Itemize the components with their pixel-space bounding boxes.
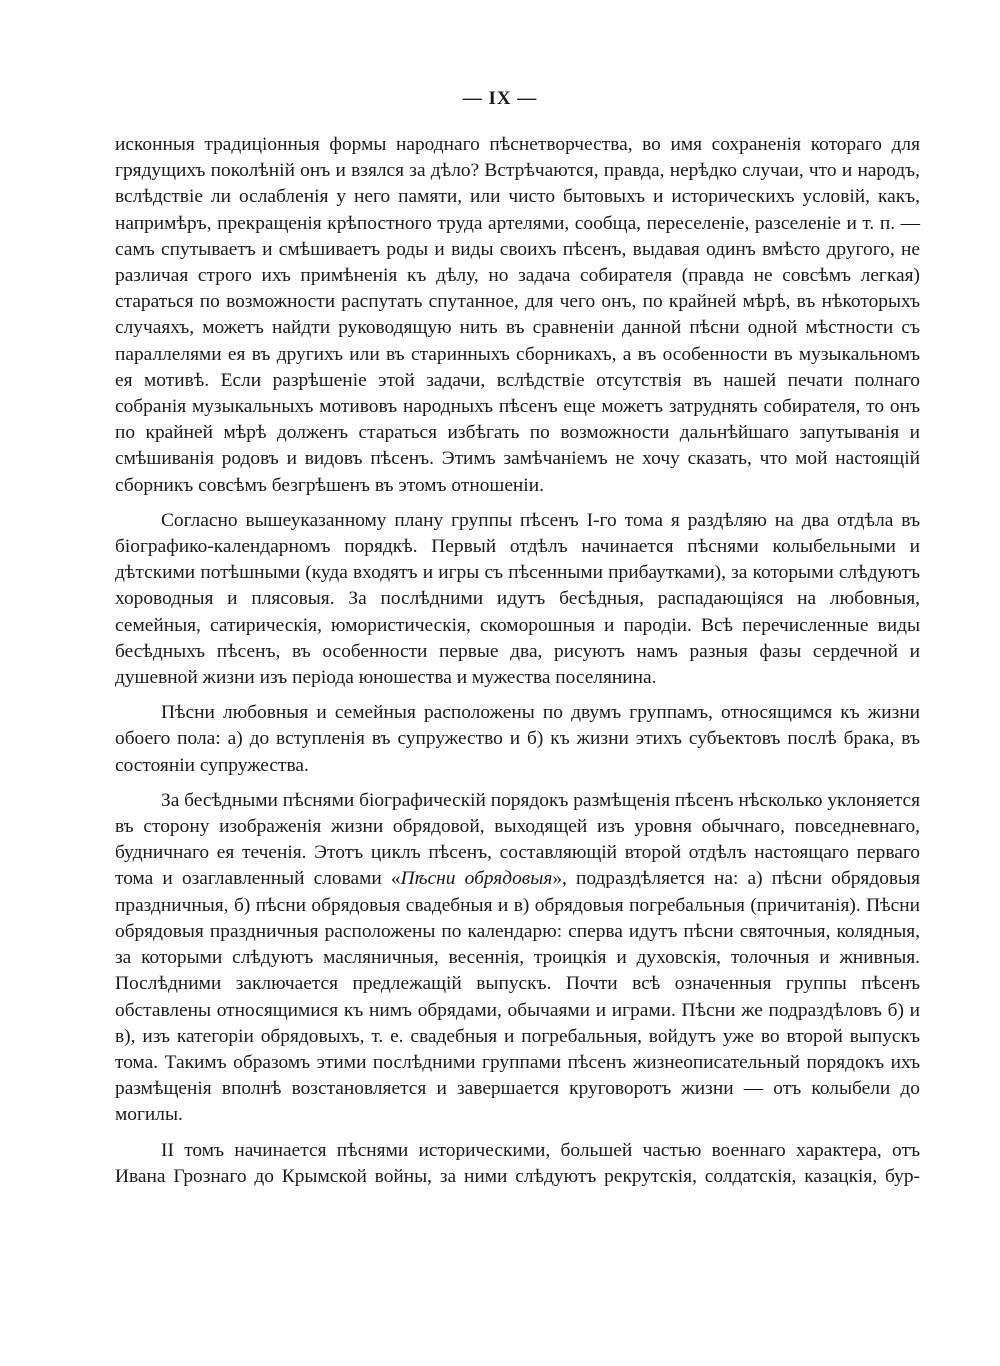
paragraph-3: Пѣсни любовныя и семейныя расположены по двумъ группамъ, относящимся къ жизни обоего пола: а) до вступленія въ супружество и б) къ жизни этихъ субъектовъ послѣ брака, въ состояніи супружества. [115,702,920,776]
paragraph-4-text-before: За бесѣдными пѣснями біографическій порядокъ размѣщенія пѣсенъ нѣсколько уклоняется въ сторону изображенія жизни обрядовой, выходящей изъ уровня обычнаго, повседневнаго, будничнаго ея теченія. Этотъ циклъ пѣсенъ, составляющій второй отдѣлъ настоящаго перваго тома и озаглавленный словами « [115,789,920,890]
paragraph-4-text-after: », подраздѣляется на: а) пѣсни обрядовыя праздничныя, б) пѣсни обрядовыя свадебныя и в) обрядовыя погребальныя (причитанія). Пѣсни обрядовыя праздничныя расположены по календарю: сперва идутъ пѣсни святочныя, колядныя, за которыми слѣдуютъ масляничныя, весеннія, троицкія и духовскія, толочныя и жнивныя. Послѣдними заключается предлежащій выпускъ. Почти всѣ означенныя группы пѣсенъ обставлены относящимися къ нимъ обрядами, обычаями и играми. Пѣсни же подраздѣловъ б) и в), изъ категоріи обрядовыхъ, т. е. свадебныя и погребальныя, войдутъ уже во второй выпускъ тома. Такимъ образомъ этими послѣдними группами пѣсенъ жизнеописательный порядокъ ихъ размѣщенія вполнѣ возстановляется и завершается круговоротъ жизни — отъ колыбели до могилы. [115,868,920,1126]
paragraph-2: Согласно вышеуказанному плану группы пѣсенъ I-го тома я раздѣляю на два отдѣла въ біографико-календарномъ порядкѣ. Первый отдѣлъ начинается пѣснями колыбельными и дѣтскими потѣшными (куда входятъ и игры съ пѣсенными прибаутками), за которыми слѣдуютъ хороводныя и плясовыя. За послѣдними идутъ бесѣдныя, распадающіяся на любовныя, семейныя, сатирическія, юмористическія, скоморошныя и пародіи. Всѣ перечисленные виды бесѣдныхъ пѣсенъ, въ особенности первые два, рисуютъ намъ разныя фазы сердечной и душевной жизни изъ періода юношества и мужества поселянина. [115,509,920,689]
body-text [115,132,920,1190]
paragraph-4-italic-title: Пѣсни обрядовыя [400,868,553,890]
paragraph-1: исконныя традиціонныя формы народнаго пѣснетворчества, во имя сохраненія котораго для грядущихъ поколѣній онъ и взялся за дѣло? Встрѣчаются, правда, нерѣдко случаи, что и народъ, вслѣдствіе ли ослабленія у него памяти, или чисто бытовыхъ и историческихъ условій, какъ, напримѣръ, прекращенія крѣпостного труда артелями, сообща, переселеніе, разселеніе и т. п. — самъ спутываетъ и смѣшиваетъ роды и виды своихъ пѣсенъ, выдавая одинъ вмѣсто другого, не различая строго ихъ примѣненія къ дѣлу, но задача собирателя (правда не совсѣмъ легкая) стараться по возможности распутать спутанное, для чего онъ, по крайней мѣрѣ, въ нѣкоторыхъ случаяхъ, можетъ найдти руководящую нить въ сравненіи данной пѣсни одной мѣстности съ параллелями ея въ другихъ или въ старинныхъ сборникахъ, а въ особенности въ музыкальномъ ея мотивѣ. Если разрѣшеніе этой задачи, вслѣдствіе отсутствія въ нашей печати полнаго собранія музыкальныхъ мотивовъ народныхъ пѣсенъ еще можетъ затруднять собирателя, то онъ по крайней мѣрѣ долженъ стараться избѣгать по возможности дальнѣйшаго запутыванія и смѣшиванія родовъ и видовъ пѣсенъ. Этимъ замѣчаніемъ не хочу сказать, что мой настоящій сборникъ совсѣмъ безгрѣшенъ въ этомъ отношеніи. [115,134,920,496]
paragraph-5: II томъ начинается пѣснями историческими, большей частью военнаго характера, отъ Ивана Грознаго до Крымской войны, за ними слѣдуютъ рекрутскія, солдатскія, казацкія, бур- [115,1139,920,1187]
page-number: — IX — [462,88,538,109]
paragraph-4 [115,788,920,1129]
